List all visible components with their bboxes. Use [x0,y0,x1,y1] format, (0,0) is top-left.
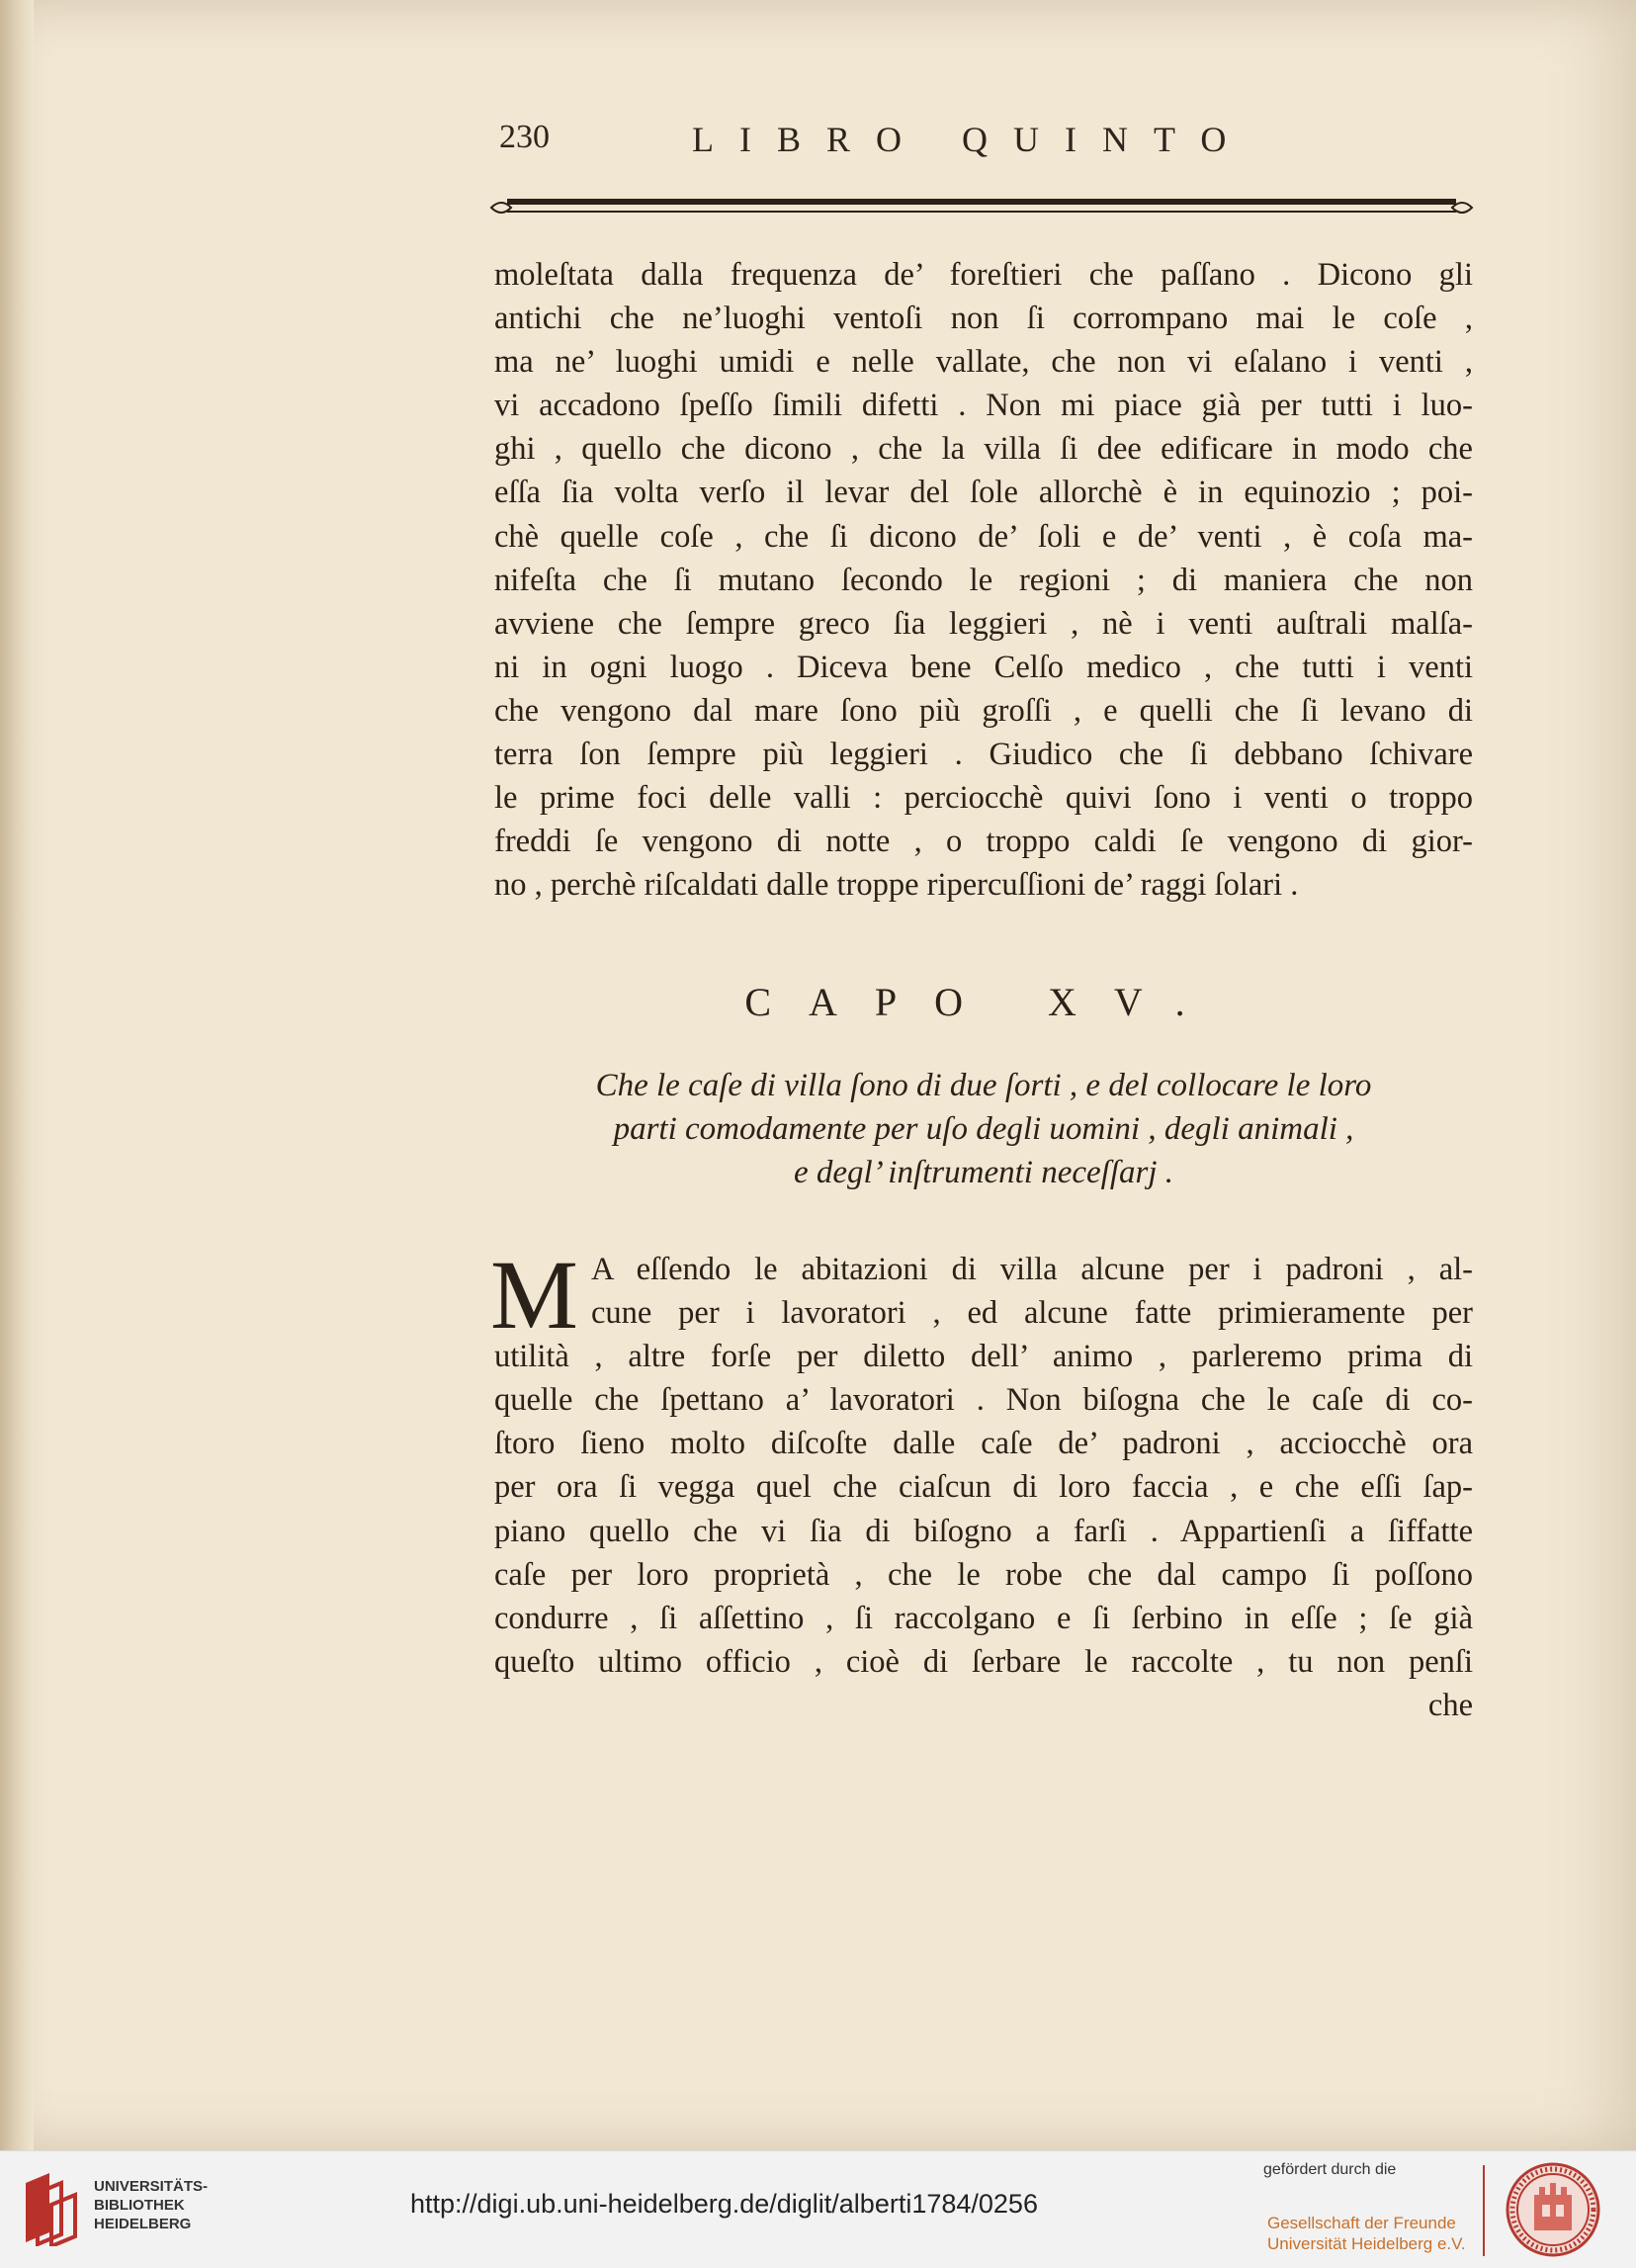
text-line: ghi , quello che dicono , che la villa ſi dee edificare in modo che [494,431,1473,468]
text-line: cune per i lavoratori , ed alcune fatte primieramente per [591,1295,1473,1332]
society-name[interactable]: Gesellschaft der Freunde Universität Heidelberg e.V. [1267,2214,1466,2253]
chapter-title: CAPO XV. [744,980,1223,1024]
university-seal-icon [1505,2161,1601,2258]
text-line: ma ne’ luoghi umidi e nelle vallate, che non vi eſalano i venti , [494,344,1473,381]
catchword: che [1427,1687,1473,1723]
text-line: utilità , altre forſe per diletto dell’ animo , parleremo prima di [494,1339,1473,1375]
text-line: piano quello che vi ſia di biſogno a farſi . Appartienſi a ſiffatte [494,1513,1473,1549]
text-line: vi accadono ſpeſſo ſimili difetti . Non mi piace già per tutti i luo- [494,388,1473,424]
paragraph-1 [494,253,1473,907]
subtitle-line: Che le caſe di villa ſono di due ſorti , e del collocare le loro [595,1068,1372,1103]
text-line: no , perchè riſcaldati dalle troppe ripercuſſioni de’ raggi ſolari . [494,867,1299,904]
text-line: quelle che ſpettano a’ lavoratori . Non biſogna che le caſe di co- [494,1382,1473,1419]
page-gutter [0,0,34,2150]
text-line: le prime foci delle valli : perciocchè quivi ſono i venti o troppo [494,780,1473,817]
divider [1483,2165,1485,2256]
chapter-subtitle [494,1064,1473,1194]
running-head [499,119,1488,168]
text-line: A eſſendo le abitazioni di villa alcune per i padroni , al- [591,1252,1473,1287]
subtitle-line: e degl’ inſtrumenti neceſſarj . [794,1155,1173,1190]
text-line: che vengono dal mare ſono più groſſi , e quelli che ſi levano di [494,692,1473,729]
text-line: chè quelle coſe , che ſi dicono de’ ſoli e de’ venti , è coſa ma- [494,518,1473,555]
page-number: 230 [499,119,550,155]
text-line: per ora ſi vegga quel che ciaſcun di loro faccia , e che eſſi ſap- [494,1469,1473,1506]
running-title: LIBRO QUINTO [692,120,1252,159]
text-line: queſto ultimo officio , cioè di ſerbare le raccolte , tu non penſi [494,1643,1473,1680]
viewer-footer [0,2150,1636,2268]
text-line: moleſtata dalla frequenza de’ foreſtieri che paſſano . Dicono gli [494,257,1473,293]
text-line: ni in ogni luogo . Diceva bene Celſo medico , che tutti i venti [494,649,1473,685]
library-name[interactable]: UNIVERSITÄTS- BIBLIOTHEK HEIDELBERG [94,2178,209,2232]
text-line: terra ſon ſempre più leggieri . Giudico che ſi debbano ſchivare [494,737,1473,773]
text-line: eſſa ſia volta verſo il levar del ſole allorchè è in equinozio ; poi- [494,475,1473,511]
paragraph-2-indented [591,1248,1473,1335]
funded-by-label: gefördert durch die [1263,2161,1397,2178]
ub-logo-icon[interactable] [20,2171,81,2246]
paragraph-2 [494,1335,1473,1727]
text-line: avviene che ſempre greco ſia leggieri , nè i venti auſtrali malſa- [494,605,1473,642]
text-line: nifeſta che ſi mutano ſecondo le regioni ; di maniera che non [494,562,1473,598]
text-line: antichi che ne’luoghi ventoſi non ſi corrompano mai le coſe , [494,301,1473,337]
text-line: caſe per loro proprietà , che le robe che dal campo ſi poſſono [494,1556,1473,1593]
ornamental-rule [487,190,1476,229]
permalink-url[interactable]: http://digi.ub.uni-heidelberg.de/diglit/alberti1784/0256 [410,2189,1038,2219]
text-line: freddi ſe vengono di notte , o troppo caldi ſe vengono di gior- [494,824,1473,860]
subtitle-line: parti comodamente per uſo degli uomini , degli animali , [613,1111,1354,1147]
drop-cap: M [490,1240,578,1350]
text-line: condurre , ſi aſſettino , ſi raccolgano e ſi ſerbino in eſſe ; ſe già [494,1600,1473,1636]
text-line: ſtoro ſieno molto diſcoſte dalle caſe de’ padroni , acciocchè ora [494,1426,1473,1462]
